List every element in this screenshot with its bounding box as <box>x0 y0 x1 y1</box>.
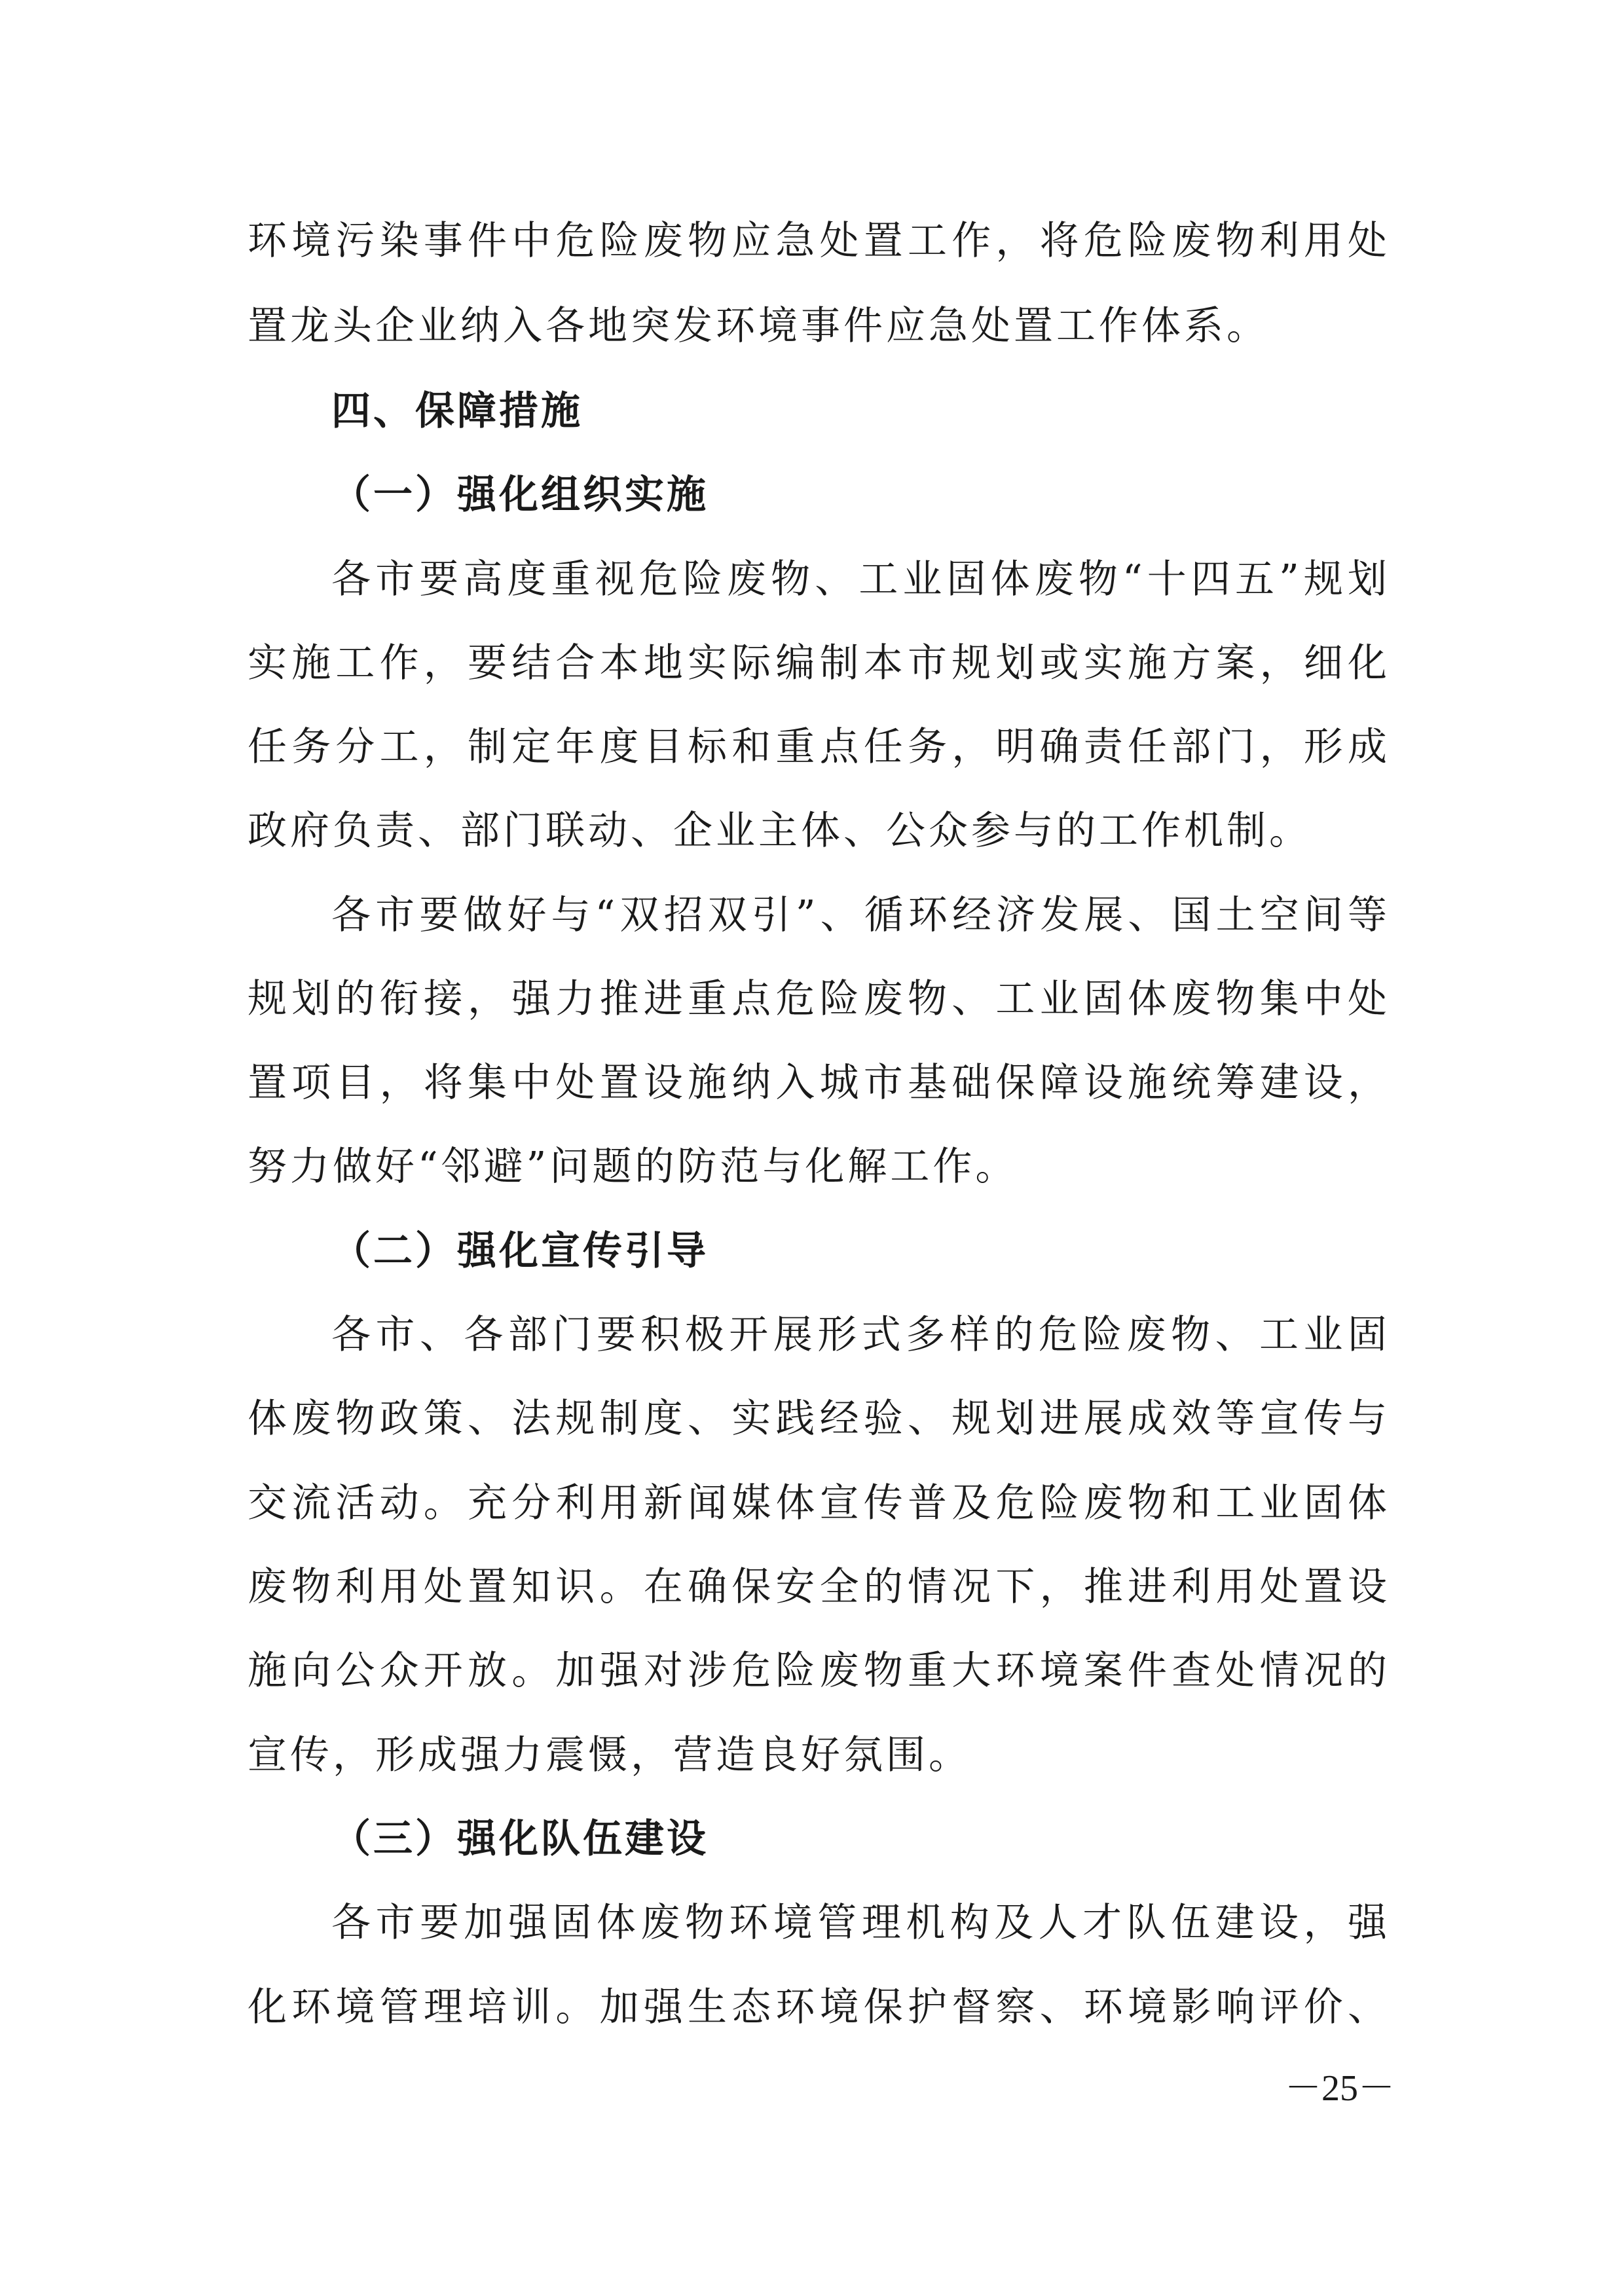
body-text-line: 环境污染事件中危险废物应急处置工作，将危险废物利用处 <box>248 218 1387 264</box>
body-text-line: 交流活动。充分利用新闻媒体宣传普及危险废物和工业固体 <box>248 1480 1387 1526</box>
body-text-line: 废物利用处置知识。在确保安全的情况下，推进利用处置设 <box>248 1564 1387 1610</box>
body-text-line: 化环境管理培训。加强生态环境保护督察、环境影响评价、 <box>248 1984 1387 2030</box>
section-heading: 四、保障措施 <box>331 388 583 434</box>
body-text-line: 宣传，形成强力震慑，营造良好氛围。 <box>248 1732 971 1778</box>
body-text-line: 置龙头企业纳入各地突发环境事件应急处置工作体系。 <box>248 303 1269 349</box>
page-number: －25－ <box>1285 2068 1395 2109</box>
body-text-line: 各市要加强固体废物环境管理机构及人才队伍建设，强 <box>331 1900 1387 1946</box>
body-text-line: 体废物政策、法规制度、实践经验、规划进展成效等宣传与 <box>248 1396 1387 1442</box>
body-text-line: 规划的衔接，强力推进重点危险废物、工业固体废物集中处 <box>248 976 1387 1022</box>
body-text-line: 施向公众开放。加强对涉危险废物重大环境案件查处情况的 <box>248 1648 1387 1694</box>
subsection-heading: （三）强化队伍建设 <box>331 1816 709 1862</box>
body-text-line: 实施工作，要结合本地实际编制本市规划或实施方案，细化 <box>248 640 1387 686</box>
body-text-line: 各市要做好与“双招双引”、循环经济发展、国土空间等 <box>331 892 1387 938</box>
body-text-line: 任务分工，制定年度目标和重点任务，明确责任部门，形成 <box>248 724 1387 770</box>
body-text-line: 努力做好“邻避”问题的防范与化解工作。 <box>248 1144 1018 1190</box>
body-text-line: 各市要高度重视危险废物、工业固体废物“十四五”规划 <box>331 556 1387 602</box>
subsection-heading: （二）强化宣传引导 <box>331 1228 709 1274</box>
body-text-line: 置项目，将集中处置设施纳入城市基础保障设施统筹建设， <box>248 1060 1387 1106</box>
body-text-line: 各市、各部门要积极开展形式多样的危险废物、工业固 <box>331 1312 1387 1358</box>
body-text-line: 政府负责、部门联动、企业主体、公众参与的工作机制。 <box>248 808 1312 854</box>
subsection-heading: （一）强化组织实施 <box>331 472 709 518</box>
